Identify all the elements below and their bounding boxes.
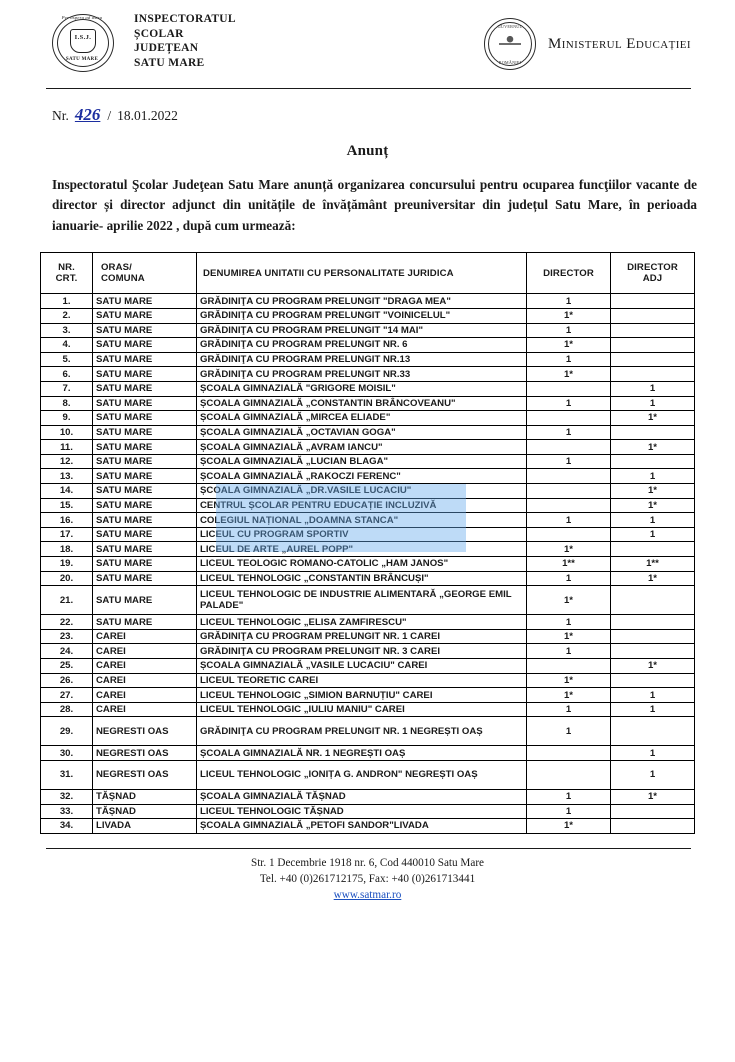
- cell-director: [527, 760, 611, 789]
- cell-director: 1*: [527, 586, 611, 615]
- cell-nr: 25.: [41, 659, 93, 674]
- isj-seal-motto: Per aspera ad astra: [61, 15, 103, 20]
- cell-nr: 22.: [41, 615, 93, 630]
- table-row: [41, 352, 695, 367]
- table-row: [41, 819, 695, 834]
- cell-oras: SATU MARE: [93, 411, 197, 426]
- cell-denumire: ȘCOALA GIMNAZIALĂ „RAKOCZI FERENC": [197, 469, 527, 484]
- cell-director-adj: [611, 673, 695, 688]
- cell-oras: CAREI: [93, 688, 197, 703]
- table-row: [41, 308, 695, 323]
- cell-nr: 11.: [41, 440, 93, 455]
- table-row: [41, 527, 695, 542]
- cell-denumire: GRĂDINIŢA CU PROGRAM PRELUNGIT NR.13: [197, 352, 527, 367]
- table-row: [41, 688, 695, 703]
- cell-director: [527, 659, 611, 674]
- cell-director: 1*: [527, 367, 611, 382]
- cell-nr: 2.: [41, 308, 93, 323]
- cell-director-adj: [611, 586, 695, 615]
- cell-director-adj: 1: [611, 527, 695, 542]
- cell-director-adj: [611, 425, 695, 440]
- col-header-oras: [93, 253, 197, 294]
- table-row: [41, 440, 695, 455]
- header-divider: [46, 88, 691, 89]
- cell-denumire: GRĂDINIŢA CU PROGRAM PRELUNGIT "14 MAI": [197, 323, 527, 338]
- cell-oras: SATU MARE: [93, 381, 197, 396]
- cell-director: [527, 411, 611, 426]
- cell-director: [527, 469, 611, 484]
- col-header-nr-line1: NR.: [58, 262, 75, 274]
- table-row: [41, 411, 695, 426]
- cell-denumire: CENTRUL ȘCOLAR PENTRU EDUCAȚIE INCLUZIVĂ: [197, 498, 527, 513]
- positions-table: [40, 252, 695, 833]
- cell-denumire: GRĂDINIŢA CU PROGRAM PRELUNGIT NR. 1 NEGREȘTI OAȘ: [197, 717, 527, 746]
- cell-director-adj: [611, 717, 695, 746]
- cell-director: 1: [527, 717, 611, 746]
- cell-oras: TĂȘNAD: [93, 804, 197, 819]
- cell-director-adj: 1*: [611, 789, 695, 804]
- cell-denumire: LICEUL TEOLOGIC ROMANO-CATOLIC „HAM JANOS": [197, 557, 527, 572]
- isj-seal-icon: [46, 12, 120, 74]
- cell-director-adj: 1**: [611, 557, 695, 572]
- cell-director: 1*: [527, 688, 611, 703]
- col-header-director: DIRECTOR: [527, 253, 611, 294]
- cell-director-adj: [611, 629, 695, 644]
- cell-denumire: GRĂDINIŢA CU PROGRAM PRELUNGIT "VOINICELUL": [197, 308, 527, 323]
- cell-denumire: LICEUL TEHNOLOGIC TĂȘNAD: [197, 804, 527, 819]
- cell-denumire: LICEUL TEHNOLOGIC „IULIU MANIU" CAREI: [197, 702, 527, 717]
- footer-website-link[interactable]: www.satmar.ro: [333, 889, 402, 902]
- cell-denumire: LICEUL TEHNOLOGIC „ELISA ZAMFIRESCU": [197, 615, 527, 630]
- col-header-denumire: DENUMIREA UNITATII CU PERSONALITATE JURIDICA: [197, 253, 527, 294]
- ministry-name: Ministerul Educației: [547, 35, 691, 52]
- cell-nr: 32.: [41, 789, 93, 804]
- cell-denumire: ȘCOALA GIMNAZIALĂ „AVRAM IANCU": [197, 440, 527, 455]
- cell-director-adj: [611, 308, 695, 323]
- col-header-oras-line1: ORAS/: [101, 262, 132, 274]
- table-row: [41, 323, 695, 338]
- cell-director-adj: [611, 644, 695, 659]
- cell-director-adj: 1*: [611, 659, 695, 674]
- cell-nr: 12.: [41, 454, 93, 469]
- cell-oras: SATU MARE: [93, 542, 197, 557]
- cell-nr: 23.: [41, 629, 93, 644]
- table-row: [41, 760, 695, 789]
- cell-nr: 10.: [41, 425, 93, 440]
- cell-director: 1**: [527, 557, 611, 572]
- cell-oras: CAREI: [93, 702, 197, 717]
- table-row: [41, 484, 695, 499]
- cell-director-adj: 1*: [611, 498, 695, 513]
- cell-nr: 24.: [41, 644, 93, 659]
- cell-nr: 26.: [41, 673, 93, 688]
- cell-nr: 4.: [41, 338, 93, 353]
- isj-line-4: SATU MARE: [134, 57, 205, 70]
- document-footer: [0, 855, 735, 904]
- cell-director: 1: [527, 396, 611, 411]
- col-header-oras-line2: COMUNA: [101, 273, 145, 285]
- col-header-director-adj-line1: DIRECTOR: [627, 262, 678, 274]
- cell-denumire: ȘCOALA GIMNAZIALĂ NR. 1 NEGREȘTI OAȘ: [197, 746, 527, 761]
- cell-oras: CAREI: [93, 629, 197, 644]
- cell-nr: 5.: [41, 352, 93, 367]
- reference-line: [52, 105, 735, 125]
- cell-nr: 19.: [41, 557, 93, 572]
- cell-nr: 9.: [41, 411, 93, 426]
- cell-oras: CAREI: [93, 673, 197, 688]
- cell-director: 1*: [527, 308, 611, 323]
- table-row: [41, 513, 695, 528]
- cell-oras: SATU MARE: [93, 440, 197, 455]
- cell-director: 1*: [527, 629, 611, 644]
- cell-oras: CAREI: [93, 659, 197, 674]
- cell-oras: SATU MARE: [93, 513, 197, 528]
- cell-nr: 7.: [41, 381, 93, 396]
- cell-director: 1: [527, 571, 611, 586]
- cell-director-adj: 1: [611, 469, 695, 484]
- cell-denumire: COLEGIUL NAȚIONAL „DOAMNA STANCA": [197, 513, 527, 528]
- cell-oras: SATU MARE: [93, 586, 197, 615]
- cell-director: 1: [527, 352, 611, 367]
- government-seal-bottom: ROMÂNIEI: [498, 60, 522, 65]
- cell-director-adj: 1*: [611, 411, 695, 426]
- cell-denumire: GRĂDINIŢA CU PROGRAM PRELUNGIT NR. 6: [197, 338, 527, 353]
- cell-nr: 29.: [41, 717, 93, 746]
- cell-oras: LIVADA: [93, 819, 197, 834]
- isj-line-2: ȘCOLAR: [134, 27, 184, 40]
- cell-nr: 3.: [41, 323, 93, 338]
- table-row: [41, 789, 695, 804]
- cell-denumire: ȘCOALA GIMNAZIALĂ „VASILE LUCACIU" CAREI: [197, 659, 527, 674]
- cell-nr: 30.: [41, 746, 93, 761]
- cell-oras: SATU MARE: [93, 484, 197, 499]
- cell-director-adj: 1*: [611, 484, 695, 499]
- cell-director: [527, 746, 611, 761]
- government-seal-icon: [484, 18, 536, 70]
- table-row: [41, 381, 695, 396]
- cell-director: 1*: [527, 819, 611, 834]
- table-row: [41, 702, 695, 717]
- cell-oras: SATU MARE: [93, 557, 197, 572]
- cell-nr: 20.: [41, 571, 93, 586]
- intro-paragraph: Inspectoratul Şcolar Judeţean Satu Mare anunță organizarea concursului pentru ocuparea funcţiilor vacante de director și director adjunct din unitățile de învățământ preuniversitar din județul Satu Mare, în perioada ianuarie- aprilie 2022 , după cum urmează:: [52, 177, 697, 233]
- cell-director-adj: [611, 542, 695, 557]
- cell-denumire: LICEUL TEHNOLOGIC „IONIȚA G. ANDRON" NEGREȘTI OAȘ: [197, 760, 527, 789]
- isj-title-block: [134, 10, 236, 71]
- cell-director-adj: 1*: [611, 440, 695, 455]
- footer-phone: Tel. +40 (0)261712175, Fax: +40 (0)261713441: [259, 873, 476, 885]
- cell-oras: SATU MARE: [93, 294, 197, 309]
- col-header-director-adj-line2: ADJ: [642, 273, 663, 285]
- cell-oras: SATU MARE: [93, 323, 197, 338]
- table-row: [41, 425, 695, 440]
- cell-nr: 31.: [41, 760, 93, 789]
- reference-label: Nr.: [52, 108, 69, 123]
- cell-denumire: ȘCOALA GIMNAZIALĂ „MIRCEA ELIADE": [197, 411, 527, 426]
- cell-director: 1: [527, 513, 611, 528]
- cell-denumire: GRĂDINIŢA CU PROGRAM PRELUNGIT NR. 1 CAREI: [197, 629, 527, 644]
- page-title: Anunț: [346, 143, 389, 159]
- cell-nr: 6.: [41, 367, 93, 382]
- isj-line-1: INSPECTORATUL: [134, 13, 236, 25]
- table-row: [41, 469, 695, 484]
- cell-director: 1: [527, 323, 611, 338]
- table-row: [41, 542, 695, 557]
- cell-denumire: ȘCOALA GIMNAZIALĂ „CONSTANTIN BRÂNCOVEANU": [197, 396, 527, 411]
- cell-director-adj: 1: [611, 513, 695, 528]
- cell-director: 1*: [527, 673, 611, 688]
- table-row: [41, 673, 695, 688]
- table-row: [41, 659, 695, 674]
- cell-director: 1: [527, 789, 611, 804]
- cell-director: [527, 381, 611, 396]
- cell-denumire: ȘCOALA GIMNAZIALĂ TĂȘNAD: [197, 789, 527, 804]
- cell-director-adj: [611, 352, 695, 367]
- table-row: [41, 338, 695, 353]
- cell-oras: CAREI: [93, 644, 197, 659]
- cell-oras: NEGRESTI OAS: [93, 717, 197, 746]
- table-row: [41, 571, 695, 586]
- cell-nr: 17.: [41, 527, 93, 542]
- cell-nr: 14.: [41, 484, 93, 499]
- cell-oras: SATU MARE: [93, 498, 197, 513]
- table-row: [41, 717, 695, 746]
- isj-seal-city: SATU MARE: [65, 57, 99, 62]
- cell-nr: 18.: [41, 542, 93, 557]
- cell-oras: SATU MARE: [93, 338, 197, 353]
- cell-director-adj: [611, 323, 695, 338]
- cell-director-adj: 1*: [611, 571, 695, 586]
- cell-denumire: LICEUL TEHNOLOGIC „CONSTANTIN BRÂNCUȘI": [197, 571, 527, 586]
- cell-director-adj: 1: [611, 688, 695, 703]
- cell-director-adj: [611, 804, 695, 819]
- cell-nr: 33.: [41, 804, 93, 819]
- cell-oras: SATU MARE: [93, 469, 197, 484]
- cell-director: 1: [527, 804, 611, 819]
- cell-oras: NEGRESTI OAS: [93, 760, 197, 789]
- cell-nr: 28.: [41, 702, 93, 717]
- cell-nr: 16.: [41, 513, 93, 528]
- cell-denumire: GRĂDINIŢA CU PROGRAM PRELUNGIT "DRAGA MEA": [197, 294, 527, 309]
- table-row: [41, 644, 695, 659]
- cell-director: [527, 484, 611, 499]
- cell-oras: SATU MARE: [93, 571, 197, 586]
- table-row: [41, 294, 695, 309]
- cell-oras: NEGRESTI OAS: [93, 746, 197, 761]
- cell-director: 1*: [527, 542, 611, 557]
- reference-separator: /: [107, 108, 112, 123]
- cell-director-adj: [611, 338, 695, 353]
- cell-oras: SATU MARE: [93, 396, 197, 411]
- table-row: [41, 498, 695, 513]
- isj-branding: [46, 10, 236, 74]
- col-header-nr: [41, 253, 93, 294]
- cell-director: 1*: [527, 338, 611, 353]
- cell-denumire: LICEUL CU PROGRAM SPORTIV: [197, 527, 527, 542]
- cell-oras: SATU MARE: [93, 527, 197, 542]
- cell-director: [527, 527, 611, 542]
- table-row: [41, 804, 695, 819]
- cell-nr: 27.: [41, 688, 93, 703]
- reference-number-handwritten: 426: [74, 105, 101, 124]
- cell-director: [527, 440, 611, 455]
- col-header-director-adj: [611, 253, 695, 294]
- cell-oras: SATU MARE: [93, 454, 197, 469]
- cell-denumire: LICEUL TEHNOLOGIC DE INDUSTRIE ALIMENTARĂ „GEORGE EMIL PALADE": [197, 586, 527, 615]
- cell-director: 1: [527, 294, 611, 309]
- table-row: [41, 629, 695, 644]
- cell-nr: 21.: [41, 586, 93, 615]
- cell-director-adj: [611, 615, 695, 630]
- footer-divider: [46, 848, 691, 849]
- cell-nr: 1.: [41, 294, 93, 309]
- cell-denumire: LICEUL DE ARTE „AUREL POPP": [197, 542, 527, 557]
- cell-director-adj: [611, 367, 695, 382]
- cell-nr: 13.: [41, 469, 93, 484]
- table-row: [41, 615, 695, 630]
- cell-nr: 34.: [41, 819, 93, 834]
- cell-director-adj: [611, 294, 695, 309]
- cell-oras: SATU MARE: [93, 308, 197, 323]
- cell-director-adj: 1: [611, 746, 695, 761]
- cell-nr: 15.: [41, 498, 93, 513]
- cell-denumire: ȘCOALA GIMNAZIALĂ „OCTAVIAN GOGA": [197, 425, 527, 440]
- table-row: [41, 557, 695, 572]
- table-row: [41, 396, 695, 411]
- cell-oras: SATU MARE: [93, 425, 197, 440]
- table-row: [41, 454, 695, 469]
- cell-oras: TĂȘNAD: [93, 789, 197, 804]
- document-header: [0, 0, 735, 74]
- cell-denumire: LICEUL TEORETIC CAREI: [197, 673, 527, 688]
- table-body: [41, 294, 695, 833]
- table-header-row: [41, 253, 695, 294]
- cell-director: 1: [527, 454, 611, 469]
- table-row: [41, 746, 695, 761]
- cell-director: 1: [527, 644, 611, 659]
- cell-denumire: LICEUL TEHNOLOGIC „SIMION BARNUȚIU" CAREI: [197, 688, 527, 703]
- cell-denumire: GRĂDINIŢA CU PROGRAM PRELUNGIT NR. 3 CAREI: [197, 644, 527, 659]
- isj-line-3: JUDEȚEAN: [134, 42, 199, 55]
- ministry-branding: [484, 10, 697, 70]
- cell-nr: 8.: [41, 396, 93, 411]
- cell-oras: SATU MARE: [93, 615, 197, 630]
- government-seal-top: GUVERNUL: [497, 24, 523, 29]
- cell-director: 1: [527, 702, 611, 717]
- footer-address: Str. 1 Decembrie 1918 nr. 6, Cod 440010 Satu Mare: [250, 856, 485, 869]
- cell-director: [527, 498, 611, 513]
- cell-denumire: ȘCOALA GIMNAZIALĂ „DR.VASILE LUCACIU": [197, 484, 527, 499]
- cell-denumire: ȘCOALA GIMNAZIALĂ „PETOFI SANDOR"LIVADA: [197, 819, 527, 834]
- cell-director-adj: 1: [611, 396, 695, 411]
- cell-denumire: ȘCOALA GIMNAZIALĂ „LUCIAN BLAGA": [197, 454, 527, 469]
- cell-director: 1: [527, 615, 611, 630]
- cell-director-adj: 1: [611, 760, 695, 789]
- cell-director-adj: 1: [611, 381, 695, 396]
- cell-director-adj: [611, 819, 695, 834]
- table-row: [41, 586, 695, 615]
- table-row: [41, 367, 695, 382]
- cell-oras: SATU MARE: [93, 367, 197, 382]
- isj-seal-center: I.S.J.: [74, 34, 92, 41]
- col-header-nr-line2: CRT.: [55, 273, 78, 285]
- cell-oras: SATU MARE: [93, 352, 197, 367]
- cell-director-adj: 1: [611, 702, 695, 717]
- cell-denumire: GRĂDINIŢA CU PROGRAM PRELUNGIT NR.33: [197, 367, 527, 382]
- cell-director-adj: [611, 454, 695, 469]
- cell-denumire: ȘCOALA GIMNAZIALĂ "GRIGORE MOISIL": [197, 381, 527, 396]
- cell-director: 1: [527, 425, 611, 440]
- reference-date: 18.01.2022: [117, 108, 178, 123]
